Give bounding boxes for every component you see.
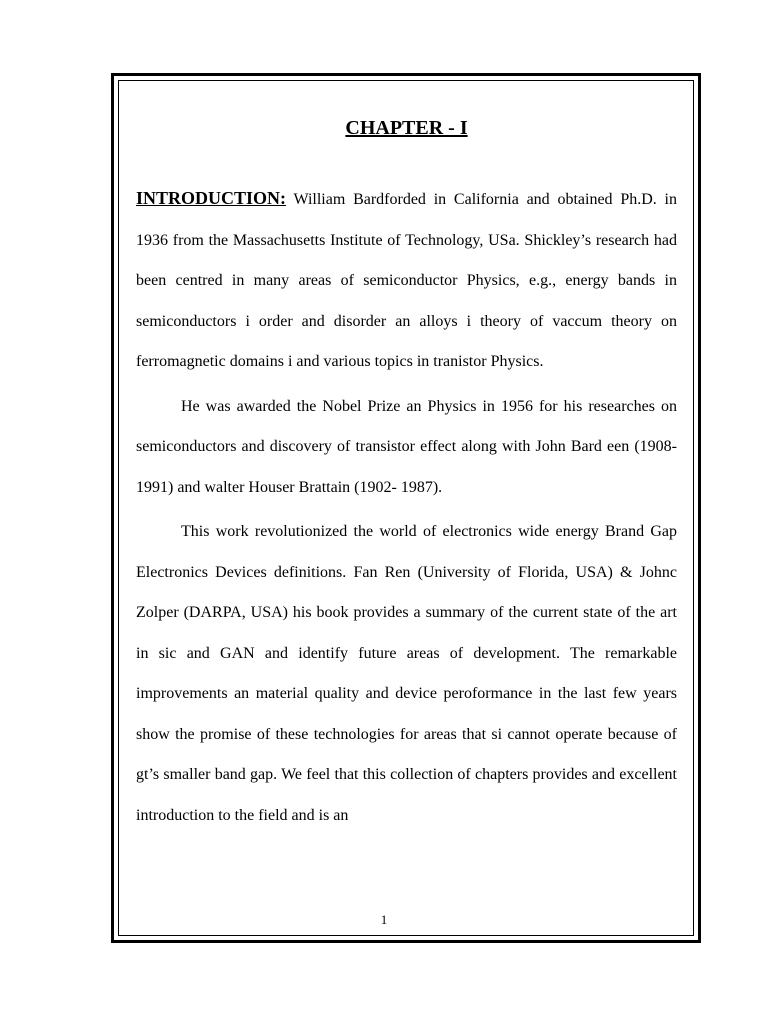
page-content — [136, 112, 677, 836]
nobel-prize-paragraph: He was awarded the Nobel Prize an Physics in 1956 for his researches on semiconductors and discovery of transistor effect along with John Bard een (1908- 1991) and walter Houser Brattain (1902- 1987). — [136, 397, 677, 496]
introduction-label: INTRODUCTION: — [136, 188, 287, 208]
chapter-title: CHAPTER - I — [345, 117, 468, 139]
electronics-paragraph: This work revolutionized the world of electronics wide energy Brand Gap Electronics Devices definitions. Fan Ren (University of Florida, USA) & Johnc Zolper (DARPA, USA) his book provides a summary of the current state of the art in sic and GAN and identify future areas of development. The remarkable improvements an material quality and device peroformance in the last few years show the promise of these technologies for areas that si cannot operate because of gt’s smaller band gap. We feel that this collection of chapters provides and excellent introduction to the field and is an — [136, 523, 677, 824]
introduction-text: William Bardforded in California and obtained Ph.D. in 1936 from the Massachusetts Institute of Technology, USa. Shickley’s research had been centred in many areas of semiconductor Physics, e.g., energy bands in semiconductors i order and disorder an alloys i theory of vaccum theory on ferromagnetic domains i and various topics in tranistor Physics. — [136, 191, 677, 370]
introduction-paragraph — [136, 178, 677, 383]
page-number: 1 — [380, 912, 388, 927]
